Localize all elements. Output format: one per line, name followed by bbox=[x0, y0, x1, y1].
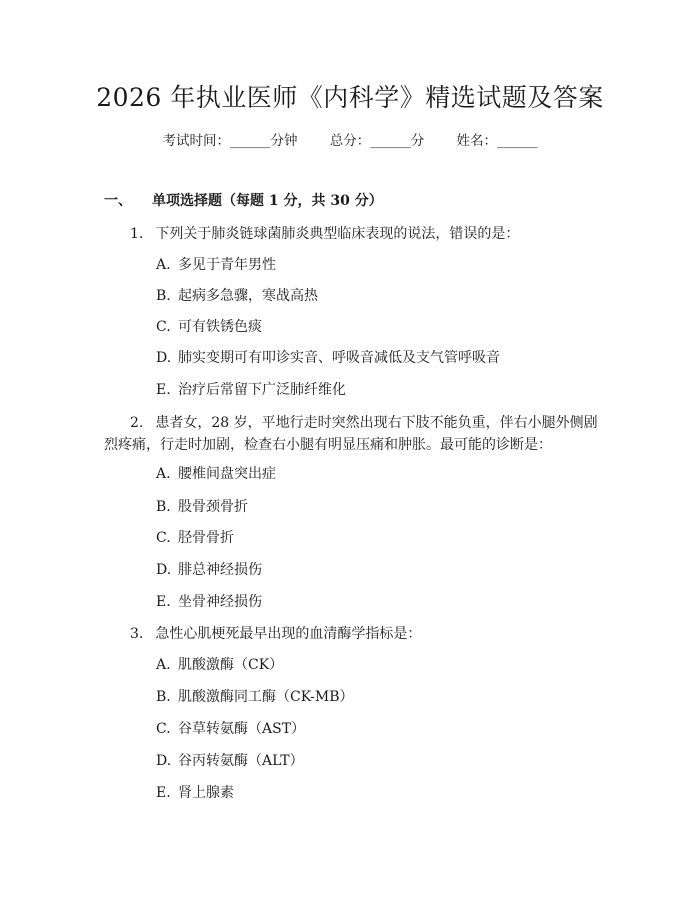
option-2c bbox=[156, 528, 234, 548]
option-3b bbox=[156, 687, 354, 707]
option-1d bbox=[156, 348, 500, 368]
option-text: 腰椎间盘突出症 bbox=[178, 466, 276, 482]
option-3c bbox=[156, 719, 305, 739]
option-2b bbox=[156, 497, 248, 517]
question-2 bbox=[104, 412, 604, 456]
option-letter: A. bbox=[156, 257, 171, 273]
option-letter: A. bbox=[156, 466, 171, 482]
option-letter: D. bbox=[156, 562, 172, 578]
option-text: 谷丙转氨酶（ALT） bbox=[178, 753, 304, 769]
question-text: 下列关于肺炎链球菌肺炎典型临床表现的说法，错误的是： bbox=[155, 226, 520, 242]
question-1 bbox=[104, 223, 604, 245]
option-letter: D. bbox=[156, 753, 172, 769]
name-field: 姓名：______ bbox=[456, 133, 538, 149]
option-2e bbox=[156, 592, 262, 612]
question-text: 急性心肌梗死最早出现的血清酶学指标是： bbox=[155, 626, 422, 642]
option-1c bbox=[156, 317, 262, 337]
option-2d bbox=[156, 560, 262, 580]
option-text: 肌酸激酶（CK） bbox=[178, 657, 284, 673]
option-letter: B. bbox=[156, 288, 171, 304]
option-text: 胫骨骨折 bbox=[178, 530, 234, 546]
question-number: 3. bbox=[130, 626, 144, 642]
option-text: 治疗后常留下广泛肺纤维化 bbox=[178, 382, 346, 398]
option-text: 股骨颈骨折 bbox=[178, 499, 248, 515]
question-3 bbox=[104, 623, 604, 645]
option-text: 谷草转氨酶（AST） bbox=[178, 721, 306, 737]
option-1b bbox=[156, 286, 318, 306]
option-letter: E. bbox=[156, 785, 171, 801]
option-letter: D. bbox=[156, 350, 172, 366]
option-text: 腓总神经损伤 bbox=[178, 562, 262, 578]
section-heading bbox=[104, 191, 383, 211]
option-letter: E. bbox=[156, 382, 171, 398]
page-title: 2026 年执业医师《内科学》精选试题及答案 bbox=[96, 83, 604, 112]
option-1e bbox=[156, 380, 346, 400]
option-letter: E. bbox=[156, 594, 171, 610]
option-text: 可有铁锈色痰 bbox=[178, 319, 262, 335]
option-letter: B. bbox=[156, 499, 171, 515]
option-letter: C. bbox=[156, 319, 171, 335]
option-letter: A. bbox=[156, 657, 171, 673]
option-3a bbox=[156, 655, 283, 675]
option-text: 起病多急骤，寒战高热 bbox=[178, 288, 318, 304]
option-3e bbox=[156, 783, 234, 803]
option-text: 坐骨神经损伤 bbox=[178, 594, 262, 610]
option-letter: C. bbox=[156, 530, 171, 546]
exam-meta bbox=[0, 131, 700, 151]
total-score-field: 总分：______分 bbox=[329, 133, 425, 149]
option-2a bbox=[156, 464, 276, 484]
option-text: 肾上腺素 bbox=[178, 785, 234, 801]
option-letter: C. bbox=[156, 721, 171, 737]
exam-time-field: 考试时间：______分钟 bbox=[162, 133, 298, 149]
question-text: 患者女，28 岁，平地行走时突然出现右下肢不能负重，伴右小腿外侧剧烈疼痛，行走时加剧，检查右小腿有明显压痛和肿胀。最可能的诊断是： bbox=[104, 415, 598, 453]
option-text: 肌酸激酶同工酶（CK-MB） bbox=[178, 689, 354, 705]
section-number: 一、 bbox=[104, 193, 132, 209]
option-text: 肺实变期可有叩诊实音、呼吸音减低及支气管呼吸音 bbox=[178, 350, 500, 366]
question-number: 2. bbox=[130, 415, 144, 431]
option-text: 多见于青年男性 bbox=[178, 257, 276, 273]
question-number: 1. bbox=[130, 226, 144, 242]
section-label: 单项选择题（每题 1 分，共 30 分） bbox=[152, 193, 383, 209]
option-1a bbox=[156, 255, 276, 275]
option-3d bbox=[156, 751, 304, 771]
option-letter: B. bbox=[156, 689, 171, 705]
